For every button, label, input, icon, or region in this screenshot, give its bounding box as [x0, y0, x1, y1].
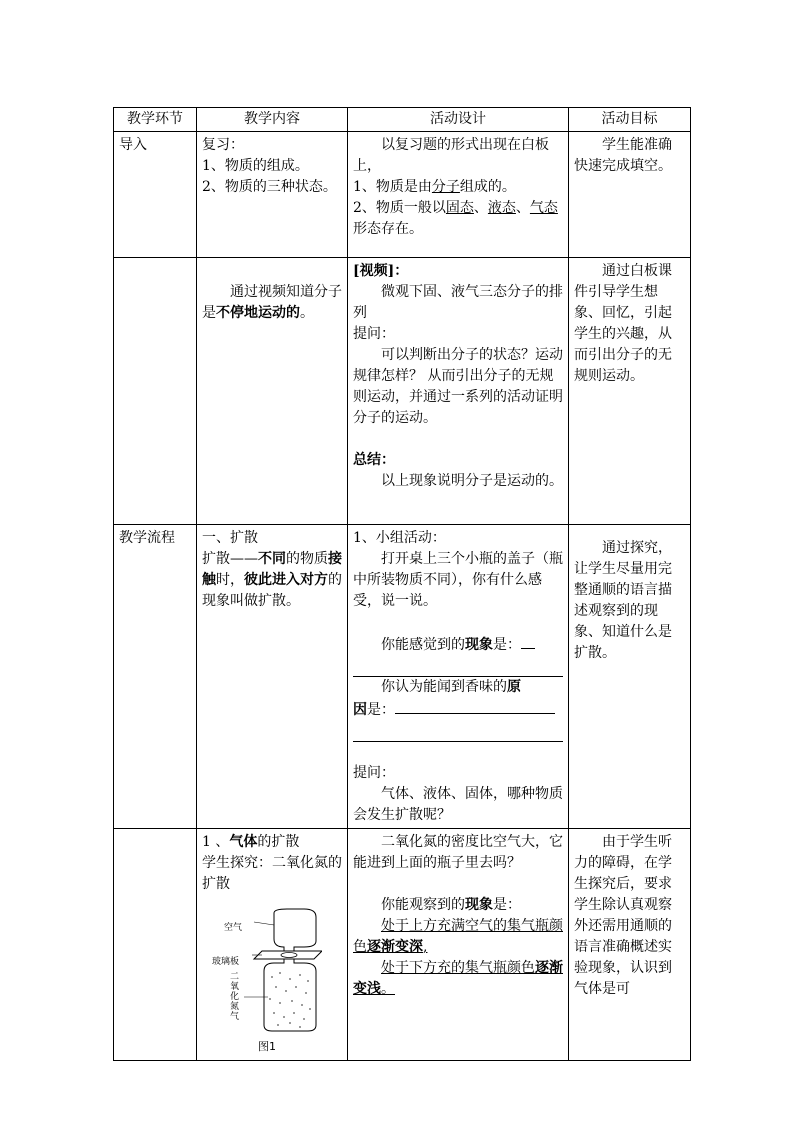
row-intro [114, 132, 691, 258]
row3-definition: 扩散——不同的物质接触时，彼此进入对方的现象叫做扩散。 [202, 551, 342, 609]
row3-open: 打开桌上三个小瓶的盖子（瓶中所装物质不同），你有什么感受，说一说。 [353, 551, 563, 609]
row3-reason-cont: 因是： [353, 698, 563, 721]
row2-goal [569, 258, 691, 525]
row1-content [197, 132, 348, 258]
row2-ask-text: 可以判断出分子的状态？运动规律怎样？ 从而引出分子的无规则运动，并通过一系列的活动证明分子的运动。 [353, 347, 563, 426]
row3-goal-text: 通过探究，让学生尽量用完整通顺的语言描述观察到的现象、知道什么是扩散。 [574, 540, 672, 661]
row3-stage: 教学流程 [114, 525, 197, 829]
row4-answer-1: 处于上方充满空气的集气瓶颜色逐渐变深, [353, 918, 563, 955]
row-gas-diffusion [114, 829, 691, 1061]
row4-question: 二氧化氮的密度比空气大，它能进到上面的瓶子里去吗？ [353, 834, 563, 871]
row1-content-line: 1、物质的组成。 [202, 158, 309, 174]
row1-activity-q2: 2、物质一般以固态、液态、气态形态存在。 [353, 200, 558, 237]
header-content: 教学内容 [197, 108, 348, 132]
row4-goal [569, 829, 691, 1061]
row2-video-text: 微观下固、液气三态分子的排列 [353, 284, 563, 321]
row4-activity [348, 829, 569, 1061]
header-goal: 活动目标 [569, 108, 691, 132]
row3-goal [569, 525, 691, 829]
row1-goal [569, 132, 691, 258]
row-diffusion [114, 525, 691, 829]
row4-stage [114, 829, 197, 1061]
header-row [114, 108, 691, 132]
row2-sum-label: 总结： [353, 452, 395, 468]
row2-content-text: 通过视频知道分子是不停地运动的。 [202, 284, 342, 321]
row1-activity-q1: 1、物质是由分子组成的。 [353, 179, 516, 195]
row2-ask-label: 提问： [353, 326, 395, 342]
row2-content [197, 258, 348, 525]
row-video [114, 258, 691, 525]
row3-activity [348, 525, 569, 829]
row3-reason: 你认为能闻到香味的原 [381, 679, 521, 695]
row4-answer-2: 处于下方充的集气瓶颜色逐渐变浅。 [353, 960, 563, 997]
row1-stage: 导入 [114, 132, 197, 258]
row1-activity [348, 132, 569, 258]
row4-observe: 你能观察到的现象是： [381, 897, 521, 913]
row4-title: 1 、气体的扩散 [202, 834, 300, 850]
row2-video-label: [视频]： [353, 263, 409, 279]
row3-content [197, 525, 348, 829]
row3-title: 一、扩散 [202, 530, 258, 546]
row2-stage [114, 258, 197, 525]
air-label: 空气 [224, 923, 243, 933]
row3-phenomenon: 你能感觉到的现象是： [353, 633, 563, 656]
no2-label: 二氧化氮气 [230, 972, 240, 1022]
glass-plate-label: 玻璃板 [212, 957, 240, 967]
row2-activity [348, 258, 569, 525]
row2-goal-text: 通过白板课件引导学生想象、回忆，引起学生的兴趣，从而引出分子的无规则运动。 [574, 263, 672, 384]
row1-content-line: 复习： [202, 137, 244, 153]
row3-ask-text: 气体、液体、固体，哪种物质会发生扩散呢？ [353, 786, 563, 823]
answer-line [353, 656, 563, 677]
row1-activity-intro: 以复习题的形式出现在白板上， [353, 137, 549, 174]
no2-diffusion-figure [212, 907, 342, 1054]
figure-caption: 图1 [258, 1040, 276, 1053]
row4-sub: 学生探究：二氧化氮的扩散 [202, 855, 342, 892]
row3-group: 1、小组活动： [353, 530, 446, 546]
row3-ask-label: 提问： [353, 765, 395, 781]
header-activity: 活动设计 [348, 108, 569, 132]
header-stage: 教学环节 [114, 108, 197, 132]
row2-sum-text: 以上现象说明分子是运动的。 [381, 473, 563, 489]
row1-content-line: 2、物质的三种状态。 [202, 179, 337, 195]
answer-line [353, 721, 563, 742]
row1-goal-text: 学生能准确快速完成填空。 [574, 137, 672, 174]
row4-content [197, 829, 348, 1061]
lesson-plan-table [113, 107, 691, 1061]
row4-goal-text: 由于学生听力的障碍，在学生探究后，要求学生除认真观察外还需用通顺的语言准确概述实验现象，认识到气体是可 [574, 834, 672, 997]
